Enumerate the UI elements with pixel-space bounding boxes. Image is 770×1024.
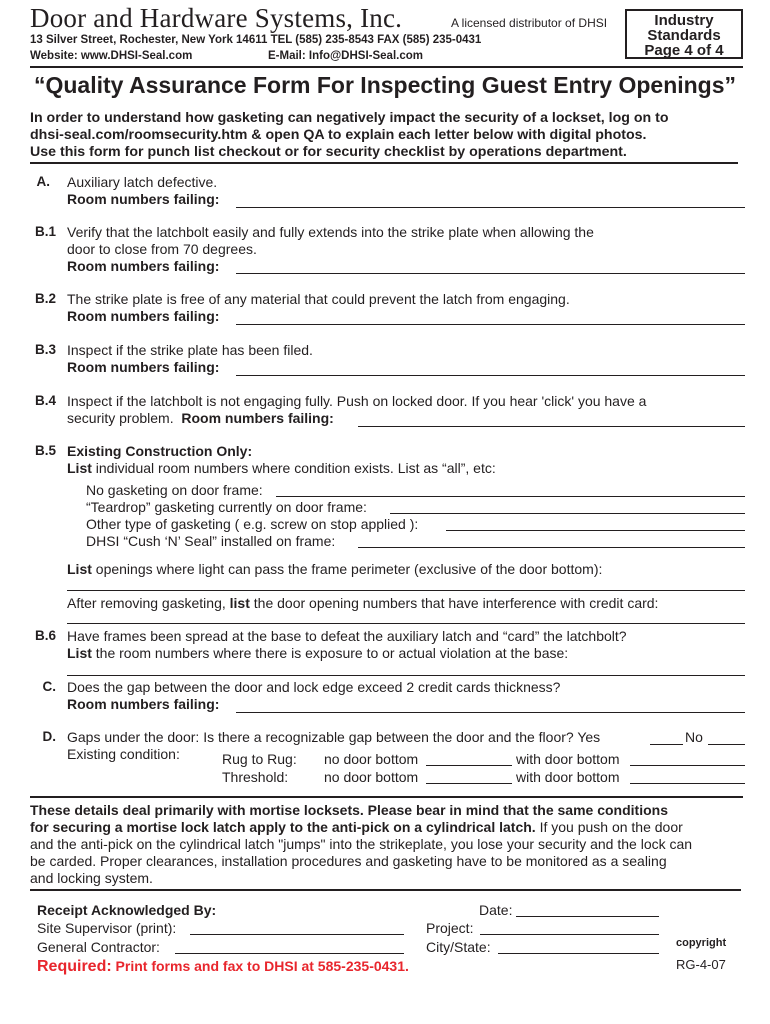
item-c-room-field[interactable] (236, 712, 745, 713)
item-b2-room-label: Room numbers failing: (67, 308, 220, 324)
item-b3-room-field[interactable] (236, 375, 745, 376)
item-a-label: A. (36, 174, 50, 189)
after-removing-rest: the door opening numbers that have interference with credit card: (249, 595, 659, 611)
gap-no-label: No (685, 729, 703, 745)
header-divider (30, 66, 743, 68)
item-b3-text: Inspect if the strike plate has been filed. (67, 342, 313, 358)
light-openings-field[interactable] (67, 590, 745, 591)
item-b2-text: The strike plate is free of any material that could prevent the latch from engaging. (67, 291, 570, 307)
no-gasketing-field[interactable] (276, 496, 745, 497)
note-divider (30, 796, 743, 798)
note-line-4: be carded. Proper clearances, installation procedures and gasketing have to be monitored as a sealing (30, 853, 667, 869)
rug-to-rug-label: Rug to Rug: (222, 751, 297, 767)
item-b3-label: B.3 (34, 342, 56, 357)
website-text: Website: www.DHSI-Seal.com (30, 50, 193, 62)
standards-line-1: Industry (654, 12, 714, 29)
qa-link[interactable]: QA (303, 127, 325, 143)
item-b2-label: B.2 (34, 291, 56, 306)
date-field[interactable] (516, 916, 659, 917)
email-text: E-Mail: Info@DHSI-Seal.com (268, 50, 423, 62)
mortise-note (30, 802, 692, 887)
threshold-with-bottom-field[interactable] (630, 783, 745, 784)
note-line-3: and the anti-pick on the cylindrical latch "jumps" into the strikeplate, you lose your security and the lock can (30, 836, 693, 852)
item-a-room-field[interactable] (236, 207, 745, 208)
item-b4-label: B.4 (34, 393, 56, 408)
item-c-room-label: Room numbers failing: (67, 696, 220, 712)
tagline: A licensed distributor of DHSI (451, 16, 608, 30)
standards-line-2: Standards (647, 27, 721, 44)
required-text: Print forms and fax to DHSI at 585-235-0431. (111, 958, 409, 974)
b6-text-rest: the room numbers where there is exposure to or actual violation at the base: (91, 645, 569, 661)
other-gasketing-field[interactable] (446, 530, 745, 531)
teardrop-label: “Teardrop” gasketing currently on door frame: (86, 499, 367, 515)
item-b6-field[interactable] (67, 675, 745, 676)
item-b4-text-1: Inspect if the latchbolt is not engaging fully. Push on locked door. If you hear 'click' you have a (67, 393, 647, 409)
credit-card-interference-field[interactable] (67, 623, 745, 624)
page-number: Page 4 of 4 (644, 42, 724, 59)
city-state-field[interactable] (498, 953, 659, 954)
note-line-2-rest: If you push on the door (535, 819, 683, 835)
required-notice (37, 958, 409, 976)
intro-line-1: In order to understand how gasketing can negatively impact the security of a lockset, log on to (30, 110, 669, 126)
threshold-no-bottom-field[interactable] (426, 783, 512, 784)
threshold-with-bottom-label: with door bottom (516, 769, 620, 785)
threshold-label: Threshold: (222, 769, 289, 785)
intro-text (30, 110, 669, 161)
item-c-label: C. (42, 679, 56, 694)
rug-with-bottom-field[interactable] (630, 765, 745, 766)
teardrop-field[interactable] (390, 513, 745, 514)
item-b5-list-rest: individual room numbers where condition exists. List as “all”, etc: (91, 460, 496, 476)
item-b5-heading: Existing Construction Only: (67, 443, 253, 459)
no-gasketing-label: No gasketing on door frame: (86, 482, 263, 498)
intro-divider (30, 162, 738, 164)
gap-yes-field[interactable] (650, 744, 683, 745)
item-b3-room-label: Room numbers failing: (67, 359, 220, 375)
item-b5-label: B.5 (34, 443, 56, 458)
item-a-room-label: Room numbers failing: (67, 191, 220, 207)
after-list-word: list (229, 595, 250, 611)
item-b6-text-1: Have frames been spread at the base to defeat the auxiliary latch and “card” the latchbolt? (67, 628, 627, 644)
cush-n-seal-label: DHSI “Cush ‘N’ Seal” installed on frame: (86, 533, 336, 549)
site-supervisor-label: Site Supervisor (print): (37, 920, 177, 936)
item-b4-text-2 (67, 410, 334, 427)
threshold-no-bottom-label: no door bottom (324, 769, 419, 785)
intro-line-3: Use this form for punch list checkout or for security checklist by operations department. (30, 144, 627, 160)
b6-list-word: List (67, 645, 92, 661)
existing-condition-label: Existing condition: (67, 746, 180, 762)
industry-standards-box (625, 9, 743, 59)
copyright-text: copyright (676, 937, 727, 949)
item-b6-label: B.6 (34, 628, 56, 643)
item-b1-room-field[interactable] (236, 273, 745, 274)
light-openings-rest: openings where light can pass the frame perimeter (exclusive of the door bottom): (91, 561, 603, 577)
item-b5-list-instruction (67, 460, 496, 477)
note-line-5: and locking system. (30, 870, 153, 886)
item-a-text: Auxiliary latch defective. (67, 174, 218, 190)
form-title: “Quality Assurance Form For Inspecting Guest Entry Openings” (33, 72, 737, 98)
rug-no-bottom-label: no door bottom (324, 751, 419, 767)
item-b1-text-2: door to close from 70 degrees. (67, 241, 257, 257)
project-label: Project: (426, 920, 474, 936)
item-b4-room-field[interactable] (358, 426, 745, 427)
note-line-2-bold: for securing a mortise lock latch apply to the anti-pick on a cylindrical latch. (30, 819, 536, 835)
company-name: Door and Hardware Systems, Inc. (30, 3, 403, 33)
other-gasketing-label: Other type of gasketing ( e.g. screw on stop applied ): (86, 516, 419, 532)
intro-link[interactable]: dhsi-seal.com/roomsecurity.htm (30, 127, 248, 143)
required-label: Required: (37, 958, 112, 975)
general-contractor-label: General Contractor: (37, 939, 160, 955)
after-removing-text: After removing gasketing, (67, 595, 230, 611)
note-line-1: These details deal primarily with mortise locksets. Please bear in mind that the same conditions (30, 802, 668, 818)
light-list-word: List (67, 561, 92, 577)
cush-n-seal-field[interactable] (358, 547, 745, 548)
item-b4-text-2a: security problem. (67, 410, 174, 426)
intro-line-2-end: to explain each letter below with digital photos. (324, 127, 647, 143)
date-label: Date: (479, 902, 513, 918)
item-b1-text-1: Verify that the latchbolt easily and fully extends into the strike plate when allowing the (67, 224, 594, 240)
receipt-divider (30, 889, 741, 891)
rug-with-bottom-label: with door bottom (516, 751, 620, 767)
item-d-label: D. (42, 729, 56, 744)
address-line: 13 Silver Street, Rochester, New York 14611 TEL (585) 235-8543 FAX (585) 235-0431 (30, 34, 482, 46)
credit-card-interference-label (67, 595, 658, 612)
item-b2-room-field[interactable] (236, 324, 745, 325)
item-b5-list-word: List (67, 460, 92, 476)
item-b4-room-label: Room numbers failing: (181, 410, 334, 426)
receipt-heading: Receipt Acknowledged By: (37, 902, 217, 918)
site-supervisor-field[interactable] (190, 934, 404, 935)
item-d-text: Gaps under the door: Is there a recognizable gap between the door and the floor? Yes (67, 729, 601, 745)
item-c-text: Does the gap between the door and lock edge exceed 2 credit cards thickness? (67, 679, 561, 695)
form-code: RG-4-07 (676, 957, 726, 972)
rug-no-bottom-field[interactable] (426, 765, 512, 766)
item-b1-room-label: Room numbers failing: (67, 258, 220, 274)
item-b1-label: B.1 (34, 224, 56, 239)
intro-mid: & open (247, 127, 304, 143)
gap-no-field[interactable] (708, 744, 745, 745)
city-state-label: City/State: (426, 939, 491, 955)
item-b6-text-2 (67, 645, 568, 662)
light-openings-label (67, 561, 602, 578)
project-field[interactable] (480, 934, 659, 935)
general-contractor-field[interactable] (175, 953, 404, 954)
